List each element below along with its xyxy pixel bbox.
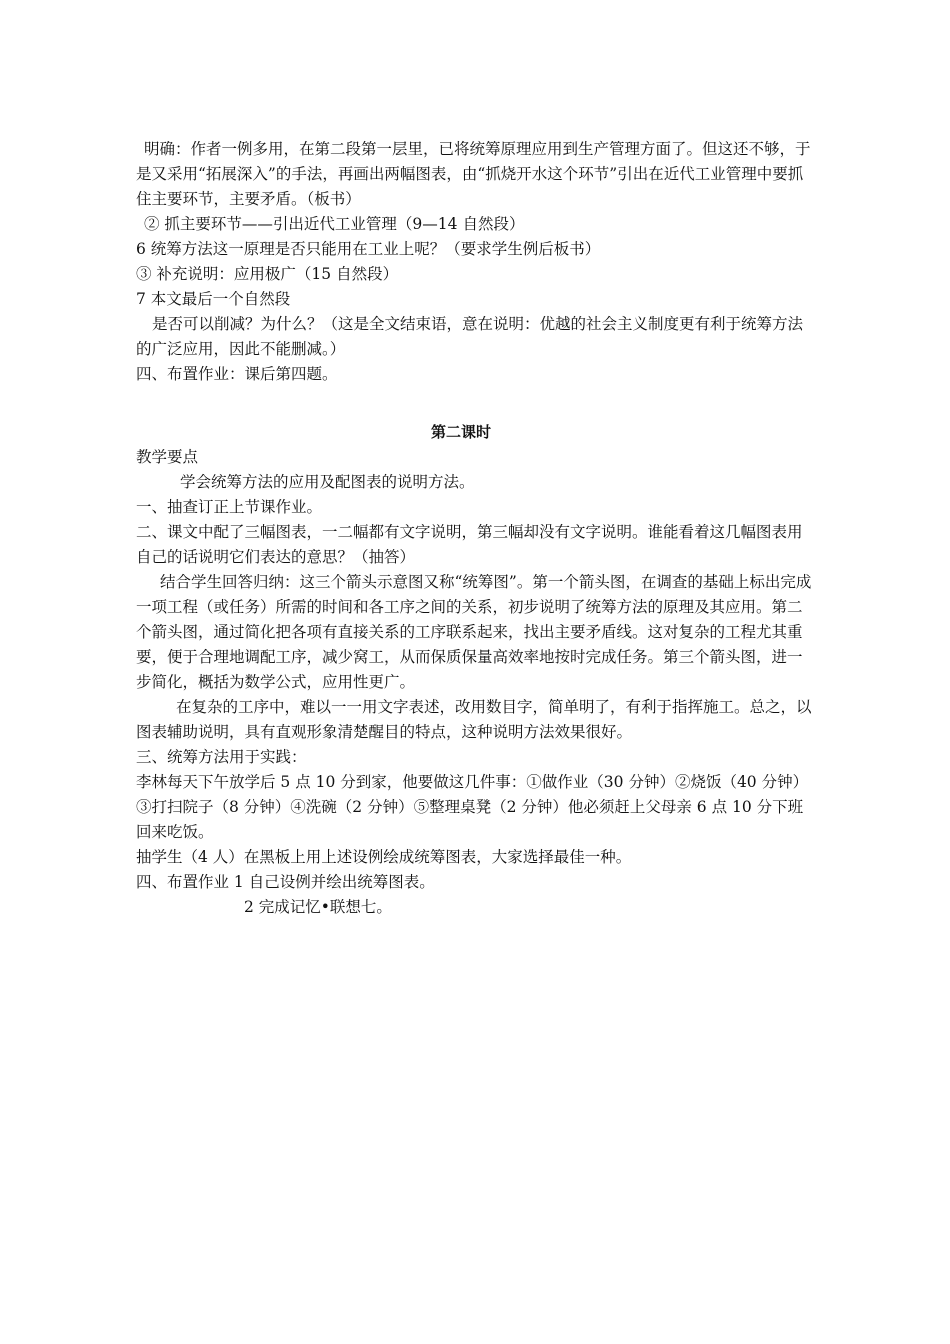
complex-paragraph: 在复杂的工序中，难以一一用文字表述，改用数目字，简单明了，有利于指挥施工。总之，以图表辅助说明，具有直观形象清楚醒目的特点，这种说明方法效果很好。 [136,698,812,741]
paragraph-clarify: 明确：作者一例多用，在第二段第一层里，已将统筹原理应用到生产管理方面了。但这还不够，于是又采用“拓展深入”的手法，再画出两幅图表，由“抓烧开水这个环节”引出在近代工业管理中要抓住主要环节，主要矛盾。（板书） [136,140,811,208]
homework-second-lesson-item-two: 2 完成记忆•联想七。 [244,898,392,916]
point-three: ③ 补充说明：应用极广（15 自然段） [136,265,399,283]
homework-second-lesson: 四、布置作业 1 自己设例并绘出统筹图表。 [136,873,435,891]
document-body [136,137,816,920]
step-one: 一、抽查订正上节课作业。 [136,498,323,516]
example-paragraph: 李林每天下午放学后 5 点 10 分到家，他要做这几件事：①做作业（30 分钟）②烧饭（40 分钟）③打扫院子（8 分钟）④洗碗（2 分钟）⑤整理桌凳（2 分钟）他必须赶上父母亲 6 点 10 分下班 回来吃饭。 [136,773,809,841]
key-points-label: 教学要点 [136,448,199,466]
step-two: 二、课文中配了三幅图表，一二幅都有文字说明，第三幅却没有文字说明。谁能看着这几幅图表用自己的话说明它们表达的意思？（抽答） [136,523,803,566]
summary-paragraph: 结合学生回答归纳：这三个箭头示意图又称“统筹图”。第一个箭头图，在调查的基础上标出完成一项工程（或任务）所需的时间和各工序之间的关系，初步说明了统筹方法的原理及其应用。第二个箭头图，通过简化把各项有直接关系的工序联系起来，找出主要矛盾线。这对复杂的工程尤其重要，便于合理地调配工序，减少窝工，从而保质保量高效率地按时完成任务。第三个箭头图，进一步简化，概括为数学公式，应用性更广。 [136,573,812,691]
step-three: 三、统筹方法用于实践： [136,748,307,766]
point-two: ② 抓主要环节——引出近代工业管理（9—14 自然段） [144,215,525,233]
paragraph-last: 是否可以削减？为什么？（这是全文结束语，意在说明：优越的社会主义制度更有利于统筹方法的广泛应用，因此不能删减。） [136,315,804,358]
homework-first-lesson: 四、布置作业：课后第四题。 [136,365,338,383]
draw-paragraph: 抽学生（4 人）在黑板上用上述设例绘成统筹图表，大家选择最佳一种。 [136,848,632,866]
item-six: 6 统筹方法这一原理是否只能用在工业上呢？（要求学生例后板书） [136,240,601,258]
spacer [136,387,816,412]
key-points: 学会统筹方法的应用及配图表的说明方法。 [180,473,475,491]
lesson-heading: 第二课时 [430,423,491,441]
item-seven: 7 本文最后一个自然段 [136,290,291,308]
